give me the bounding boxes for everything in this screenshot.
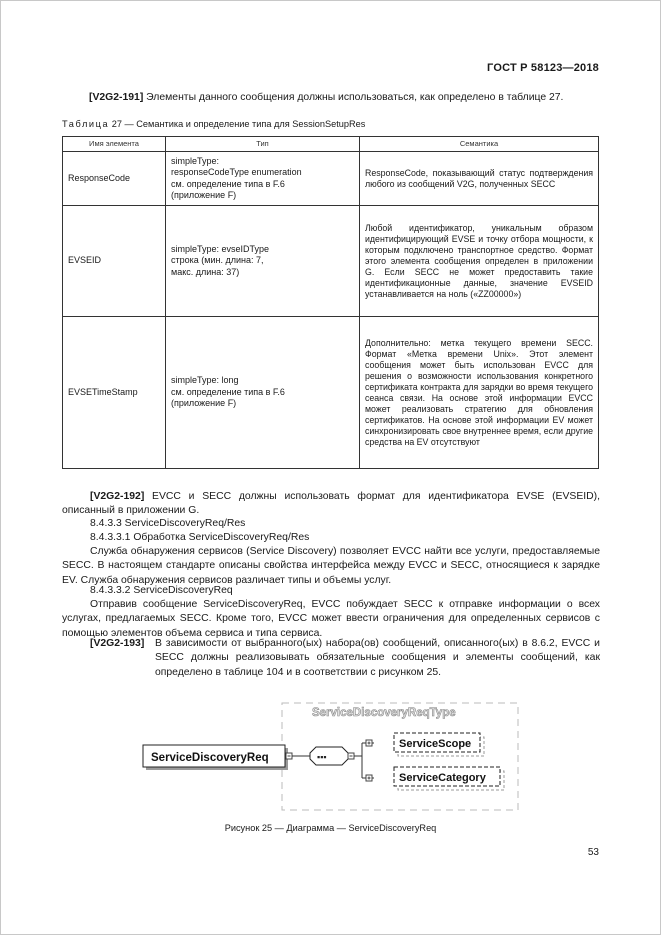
type-line: responseCodeType enumeration bbox=[171, 167, 302, 178]
service-scope-label: ServiceScope bbox=[399, 738, 472, 750]
type-line: см. определение типа в F.6 bbox=[171, 386, 285, 397]
type-line: макс. длина: 37) bbox=[171, 266, 240, 277]
table-header-row bbox=[63, 137, 599, 152]
paragraph-service-discovery-req bbox=[62, 598, 600, 641]
cell-name: EVSEID bbox=[63, 206, 166, 317]
table-caption bbox=[62, 119, 365, 129]
section-heading: 8.4.3.3 ServiceDiscoveryReq/Res bbox=[90, 518, 246, 529]
table-caption-text: 27 — Семантика и определение типа для SessionSetupRes bbox=[109, 119, 366, 129]
table-row bbox=[63, 206, 599, 317]
table-row bbox=[63, 317, 599, 469]
cell-type bbox=[166, 206, 360, 317]
service-category-label: ServiceCategory bbox=[399, 772, 486, 784]
requirement-tag: [V2G2-191] bbox=[89, 92, 144, 103]
requirement-tag: [V2G2-192] bbox=[90, 491, 145, 502]
header-semantics: Семантика bbox=[360, 137, 599, 152]
type-line: строка (мин. длина: 7, bbox=[171, 255, 264, 266]
cell-name: EVSETimeStamp bbox=[63, 317, 166, 469]
cell-semantics: Дополнительно: метка текущего времени SECC. Формат «Метка времени Unix». Этот элемент сообщения может быть использован EVCC для решения о возможности использования конкретного сертификата контракта для зарядки во время текущего сеанса связи. На основе этой информации EVCC может реализовать стратегию для обновления сертификатов. На основе этой информации EV может синхронизировать свое внутреннее время, если другие средства на EV отсутствуют bbox=[360, 317, 599, 469]
root-element-label: ServiceDiscoveryReq bbox=[151, 752, 269, 764]
table-caption-prefix: Таблица bbox=[62, 119, 110, 129]
type-line: simpleType: long bbox=[171, 375, 239, 386]
cell-type bbox=[166, 152, 360, 206]
section-heading: 8.4.3.3.2 ServiceDiscoveryReq bbox=[90, 585, 233, 596]
requirement-tag bbox=[90, 637, 155, 651]
table-row bbox=[63, 152, 599, 206]
paragraph-service-discovery bbox=[62, 545, 600, 588]
intro-text: Элементы данного сообщения должны использоваться, как определено в таблице 27. bbox=[143, 92, 564, 103]
intro-paragraph bbox=[89, 91, 601, 105]
sequence-compositor bbox=[310, 747, 348, 765]
cell-type bbox=[166, 317, 360, 469]
type-line: (приложение F) bbox=[171, 398, 237, 409]
type-line: (приложение F) bbox=[171, 189, 237, 200]
type-line: см. определение типа в F.6 bbox=[171, 178, 285, 189]
semantics-table bbox=[62, 136, 599, 469]
cell-name: ResponseCode bbox=[63, 152, 166, 206]
schema-diagram bbox=[140, 702, 520, 814]
cell-semantics: ResponseCode, показывающий статус подтверждения любого из сообщений V2G, полученных SECC bbox=[360, 152, 599, 206]
paragraph-v2g2-193: В зависимости от выбранного(ых) набора(ов) сообщений, описанного(ых) в 8.6.2, EVCC и SECC должны реализовывать обязательные сообщения и элементы сообщений, как определено в таблице 104 и в соответствии с рисунком 25. bbox=[155, 638, 600, 678]
paragraph-v2g2-192 bbox=[62, 490, 600, 519]
header-element-name: Имя элемента bbox=[63, 137, 166, 152]
cell-semantics: Любой идентификатор, уникальным образом идентифицирующий EVSE и точку отбора мощности, к которым подключено транспортное средство. Формат этого элемента сообщения определен в приложении G. Если SECC не может предоставить такие идентификационные данные, значение EVSEID устанавливается на ноль («ZZ00000») bbox=[360, 206, 599, 317]
requirement-tag-text: [V2G2-193] bbox=[90, 638, 145, 649]
section-heading: 8.4.3.3.1 Обработка ServiceDiscoveryReq/Res bbox=[90, 532, 310, 543]
paragraph-text: Отправив сообщение ServiceDiscoveryReq, EVCC побуждает SECC к отправке информации о всех услугах, предлагаемых SECC. Кроме того, EVCC может ввести ограничения для определенных сервисов с помощью элементов объема сервиса и типа сервиса. bbox=[62, 599, 600, 639]
figure-caption: Рисунок 25 — Диаграмма — ServiceDiscoveryReq bbox=[224, 823, 437, 833]
complex-type-label: ServiceDiscoveryReqType bbox=[312, 707, 456, 719]
type-line: simpleType: bbox=[171, 155, 220, 166]
paragraph-text: Служба обнаружения сервисов (Service Discovery) позволяет EVCC найти все услуги, предоставляемые SECC. В настоящем стандарте описаны свойства интерфейса между EVCC и SECC, относящиеся к зарядке EV. Служба обнаружения сервисов различает типы и объемы услуг. bbox=[62, 546, 600, 586]
page-number: 53 bbox=[587, 847, 599, 858]
header-type: Тип bbox=[166, 137, 360, 152]
type-line: simpleType: evseIDType bbox=[171, 243, 270, 254]
paragraph-text: EVCC и SECC должны использовать формат для идентификатора EVSE (EVSEID), описанный в приложении G. bbox=[62, 491, 600, 517]
sequence-symbol: ▪▪▪ bbox=[317, 752, 327, 762]
document-id: ГОСТ Р 58123—2018 bbox=[487, 62, 599, 74]
